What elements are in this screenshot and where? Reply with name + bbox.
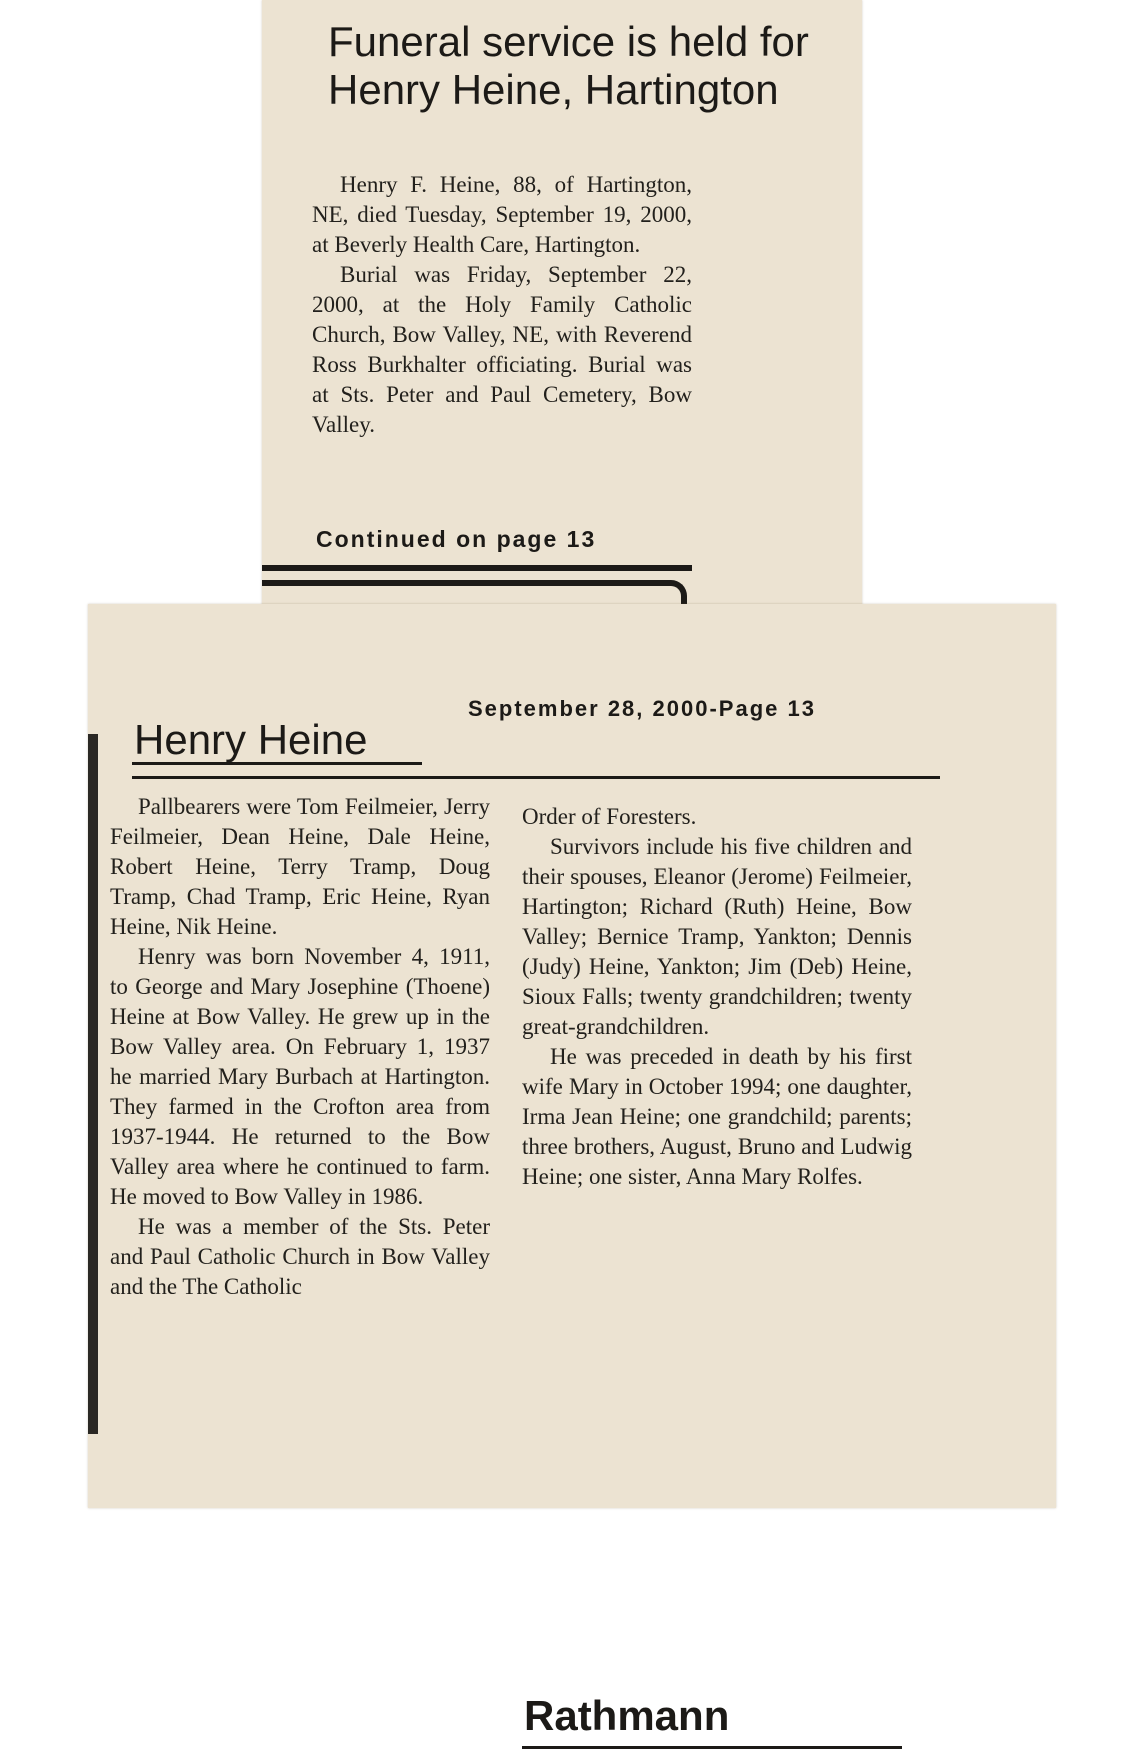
dateline: September 28, 2000-Page 13	[468, 696, 816, 721]
clipping-edge	[88, 734, 98, 1434]
paragraph: Order of Foresters.	[522, 804, 697, 829]
clipping-funeral-notice	[262, 0, 862, 610]
right-column	[522, 802, 912, 1192]
continued-note: Continued on page 13	[316, 526, 597, 552]
paragraph: Pallbearers were Tom Feilmeier, Jerry Feilmeier, Dean Heine, Dale Heine, Robert Heine, Terry Tramp, Doug Tramp, Chad Tramp, Eric Heine, Ryan Heine, Nik Heine.	[110, 794, 490, 939]
funeral-headline: Funeral service is held for Henry Heine, Hartington	[328, 18, 809, 113]
left-column	[110, 792, 490, 1302]
paragraph: Survivors include his five children and their spouses, Eleanor (Jerome) Feilmeier, Hartington; Richard (Ruth) Heine, Bow Valley; Bernice Tramp, Yankton; Dennis (Judy) Heine, Yankton; Jim (Deb) Heine, Sioux Falls; twenty grandchildren; twenty great-grandchildren.	[522, 834, 912, 1039]
paragraph: Henry was born November 4, 1911, to George and Mary Josephine (Thoene) Heine at Bow Valley. He grew up in the Bow Valley area. On February 1, 1937 he married Mary Burbach at Hartington. They farmed in the Crofton area from 1937-1944. He returned to the Bow Valley area where he continued to farm. He moved to Bow Valley in 1986.	[110, 944, 490, 1209]
paragraph: He was preceded in death by his first wife Mary in October 1994; one daughter, Irma Jean Heine; one grandchild; parents; three brothers, August, Bruno and Ludwig Heine; one sister, Anna Mary Rolfes.	[522, 1044, 912, 1189]
paragraph: Burial was Friday, September 22, 2000, at the Holy Family Catholic Church, Bow Valley, NE, with Reverend Ross Burkhalter officiating. Burial was at Sts. Peter and Paul Cemetery, Bow Valley.	[312, 262, 692, 437]
paragraph: Henry F. Heine, 88, of Hartington, NE, died Tuesday, September 19, 2000, at Beverly Health Care, Hartington.	[312, 172, 692, 257]
obituary-title: Henry Heine	[134, 716, 368, 763]
clipping-obituary	[88, 604, 1056, 1739]
funeral-body	[312, 170, 692, 440]
heading-rule	[132, 776, 940, 779]
next-obituary-heading: Rathmann	[524, 1692, 730, 1739]
divider	[262, 565, 692, 571]
paragraph: He was a member of the Sts. Peter and Paul Catholic Church in Bow Valley and the The Catholic	[110, 1214, 490, 1299]
